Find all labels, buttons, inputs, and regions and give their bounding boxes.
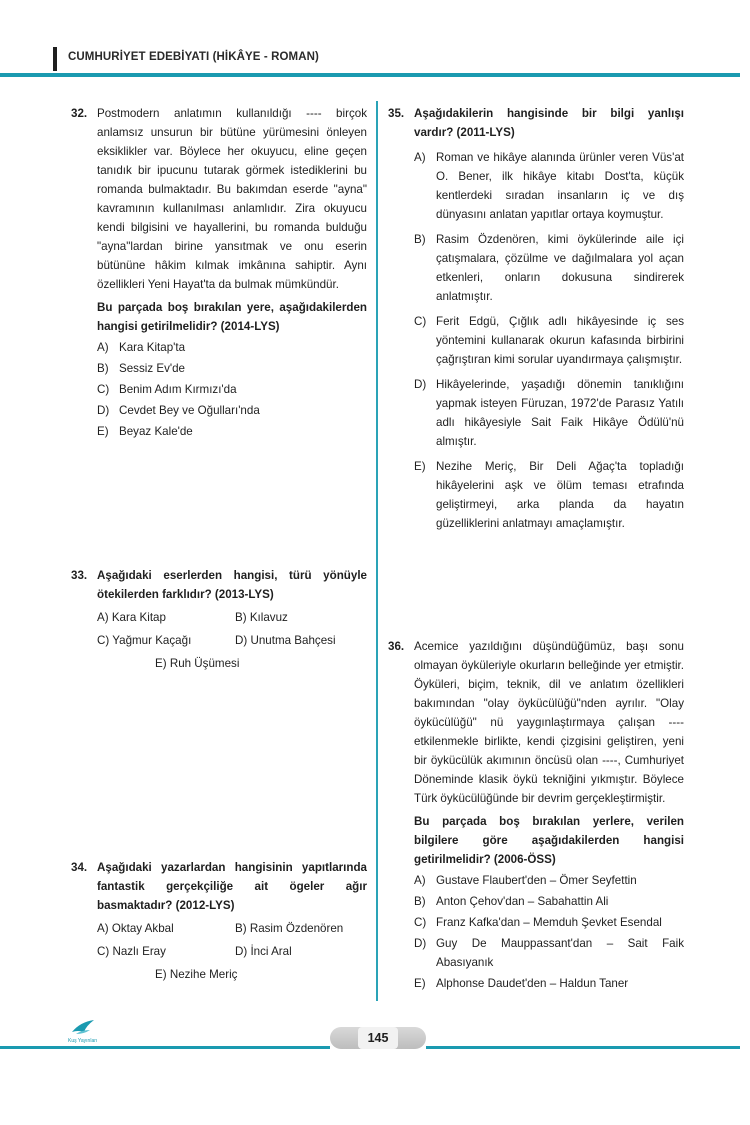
question-32 [71,104,367,441]
page-title: CUMHURİYET EDEBİYATI (HİKÂYE - ROMAN) [68,51,319,63]
publisher-logo-text: Kuş Yayınları [68,1038,98,1044]
option-text: Kara Kitap'ta [119,341,186,354]
option-label: E) [414,977,426,990]
option-c[interactable] [97,380,367,399]
question-stem: Bu parçada boş bırakılan yerlere, verilen bilgilere göre aşağıdakilerden hangisi getirilmelidir? (2006-ÖSS) [414,815,684,866]
option-label: E) [414,460,426,473]
option-label: D) [414,937,427,950]
question-paragraph: Acemice yazıldığını düşündüğümüz, başı sonu olmayan öyküleriyle okurların belleğinde yer etmiştir. Öyküleri, biçim, teknik, dil ve anlatım özellikleri bakımından "olay öykücülüğü"nden ayrılır. "Olay öykücülüğü" nü yaygınlaştırmaya çalışan ---- etkilenmekle birlikte, kendi çizgisini geliştiren, yeni bir öykücülük akımının öncüsü olan ----, Cumhuriyet Döneminde klasik öykü tekniğini yıkmıştır. Böylece Türk öykücülüğünde bir devrim gerçekleştirmiştir. [414,640,684,805]
option-c[interactable] [414,913,684,932]
option-b[interactable] [414,230,684,306]
option-b[interactable]: B) Rasim Özdenören [235,922,344,935]
question-number: 35. [388,107,405,120]
option-text: Benim Adım Kırmızı'da [119,383,237,396]
column-divider [376,101,378,1001]
option-e[interactable]: E) Ruh Üşümesi [155,657,240,670]
option-c[interactable]: C) Nazlı Eray [97,945,166,958]
option-text: Cevdet Bey ve Oğulları'nda [119,404,260,417]
option-text: Rasim Özdenören, kimi öykülerinde aile içi çatışmalara, çözülme ve dağılmalara yol açan etkenleri, onların dokusuna sindirerek anlatmıştır. [436,233,684,303]
option-d[interactable]: D) İnci Aral [235,945,292,958]
option-d[interactable]: D) Unutma Bahçesi [235,634,336,647]
option-label: B) [414,895,426,908]
option-a[interactable] [414,871,684,890]
question-number: 36. [388,640,405,653]
question-36 [388,637,684,993]
option-label: A) [97,341,109,354]
footer-rule-left [0,1046,330,1049]
option-text: Guy De Mauppassant'dan – Sait Faik Abasıyanık [436,937,684,969]
option-text: Roman ve hikâye alanında ürünler veren Vüs'at O. Bener, ilk hikâye kitabı Dost'ta, küçük kentlerdeki sıradan insanların iç ve dış dünyasını anlatan yapıtlar ortaya koymuştur. [436,151,684,221]
option-e[interactable]: E) Nezihe Meriç [155,968,238,981]
question-stem: Aşağıdaki yazarlardan hangisinin yapıtlarında fantastik gerçekçiliğe ait ögeler ağır basmaktadır? (2012-LYS) [97,861,367,912]
option-text: Franz Kafka'dan – Memduh Şevket Esendal [436,916,662,929]
option-b[interactable]: B) Kılavuz [235,611,288,624]
option-label: B) [414,233,426,246]
option-label: A) [414,874,426,887]
option-a[interactable] [414,148,684,224]
question-stem: Aşağıdakilerin hangisinde bir bilgi yanlışı vardır? (2011-LYS) [414,107,684,139]
option-text: Anton Çehov'dan – Sabahattin Ali [436,895,609,908]
option-e[interactable] [97,422,367,441]
option-b[interactable] [97,359,367,378]
option-d[interactable] [414,375,684,451]
footer-rule-right [426,1046,740,1049]
question-stem: Aşağıdaki eserlerden hangisi, türü yönüyle ötekilerden farklıdır? (2013-LYS) [97,569,367,601]
option-text: Alphonse Daudet'den – Haldun Taner [436,977,629,990]
option-label: C) [414,916,427,929]
option-text: Hikâyelerinde, yaşadığı dönemin tanıklığını yapmak isteyen Füruzan, 1972'de Parasız Yatılı adlı hikâyesiyle Sait Faik Hikâye Ödülü'nü almıştır. [436,378,684,448]
option-text: Gustave Flaubert'den – Ömer Seyfettin [436,874,637,887]
option-d[interactable] [97,401,367,420]
question-number: 33. [71,569,88,582]
option-b[interactable] [414,892,684,911]
option-e[interactable] [414,974,684,993]
option-d[interactable] [414,934,684,972]
option-label: D) [414,378,427,391]
option-label: A) [414,151,426,164]
option-a[interactable]: A) Kara Kitap [97,611,166,624]
page-number: 145 [358,1027,398,1049]
question-stem: Bu parçada boş bırakılan yere, aşağıdakilerden hangisi getirilmelidir? (2014-LYS) [97,301,367,333]
option-c[interactable] [414,312,684,369]
option-label: C) [414,315,427,328]
question-33 [71,566,367,673]
options-grid [97,919,367,984]
question-number: 32. [71,107,88,120]
option-c[interactable]: C) Yağmur Kaçağı [97,634,192,647]
option-label: E) [97,425,109,438]
option-label: C) [97,383,110,396]
options-grid [97,608,367,673]
header-bar [53,47,57,71]
option-label: B) [97,362,109,375]
option-text: Ferit Edgü, Çığlık adlı hikâyesinde iç ses yöntemini kullanarak okurun kafasında birbirini çağrıştıran kimi sorular uyandırmaya çalışmıştır. [436,315,684,366]
option-label: D) [97,404,110,417]
header-rule [0,73,740,77]
option-text: Beyaz Kale'de [119,425,193,438]
question-number: 34. [71,861,88,874]
option-a[interactable] [97,338,367,357]
question-35 [388,104,684,533]
option-text: Nezihe Meriç, Bir Deli Ağaç'ta topladığı hikâyelerini aşk ve ölüm teması etrafında geliştirmeyi, arka planda da hayatın güzelliklerini anlatmayı amaçlamıştır. [436,460,684,530]
option-e[interactable] [414,457,684,533]
question-34 [71,858,367,984]
option-a[interactable]: A) Oktay Akbal [97,922,174,935]
question-paragraph: Postmodern anlatımın kullanıldığı ---- birçok anlamsız unsurun bir bütüne yürümesini önleyen eksiklikler var. Böylece her okuyucu, eline geçen tanıdık bir ipucunu tutarak görmek istediklerini bu romanda bulmaktadır. Bu bakımdan eserde "ayna" kavramının kullanılması anlamlıdır. Zira okuyucu kendi bilgisini ve hayallerini, bu romanda bulduğu "ayna"lardan birine yansıtmak ve onu eserin bütününe hâkim kılmak imkânına sahiptir. Aynı özellikleri Yeni Hayat'ta da bulmak mümkündür. [97,107,367,291]
option-text: Sessiz Ev'de [119,362,186,375]
